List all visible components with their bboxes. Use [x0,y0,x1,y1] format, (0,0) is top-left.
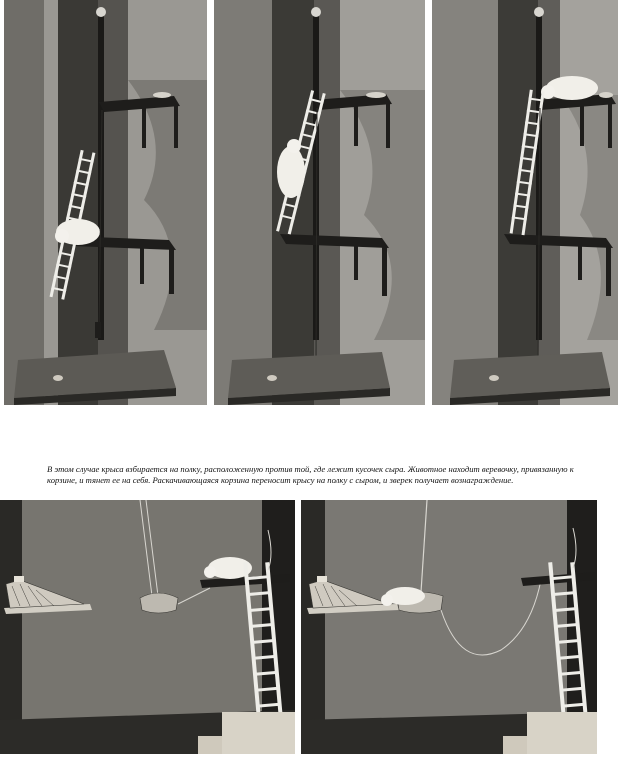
photo-rat-middle-shelf [4,0,207,405]
photo-rat-top-shelf [432,0,618,405]
photo-rat-on-ladder [214,0,425,405]
photo-basket-carries-rat [301,500,597,754]
figure-caption: В этом случае крыса взбирается на полку, расположенную против той, где лежит кусочек сыра. Животное находит веревочку, привязанную к корзине, и тянет ее на себя. Раскачивающаяся корзина переносит крысу на полку с сыром, и зверек получает вознаграждение. [47,464,574,485]
photo-rat-pulls-basket [0,500,295,754]
